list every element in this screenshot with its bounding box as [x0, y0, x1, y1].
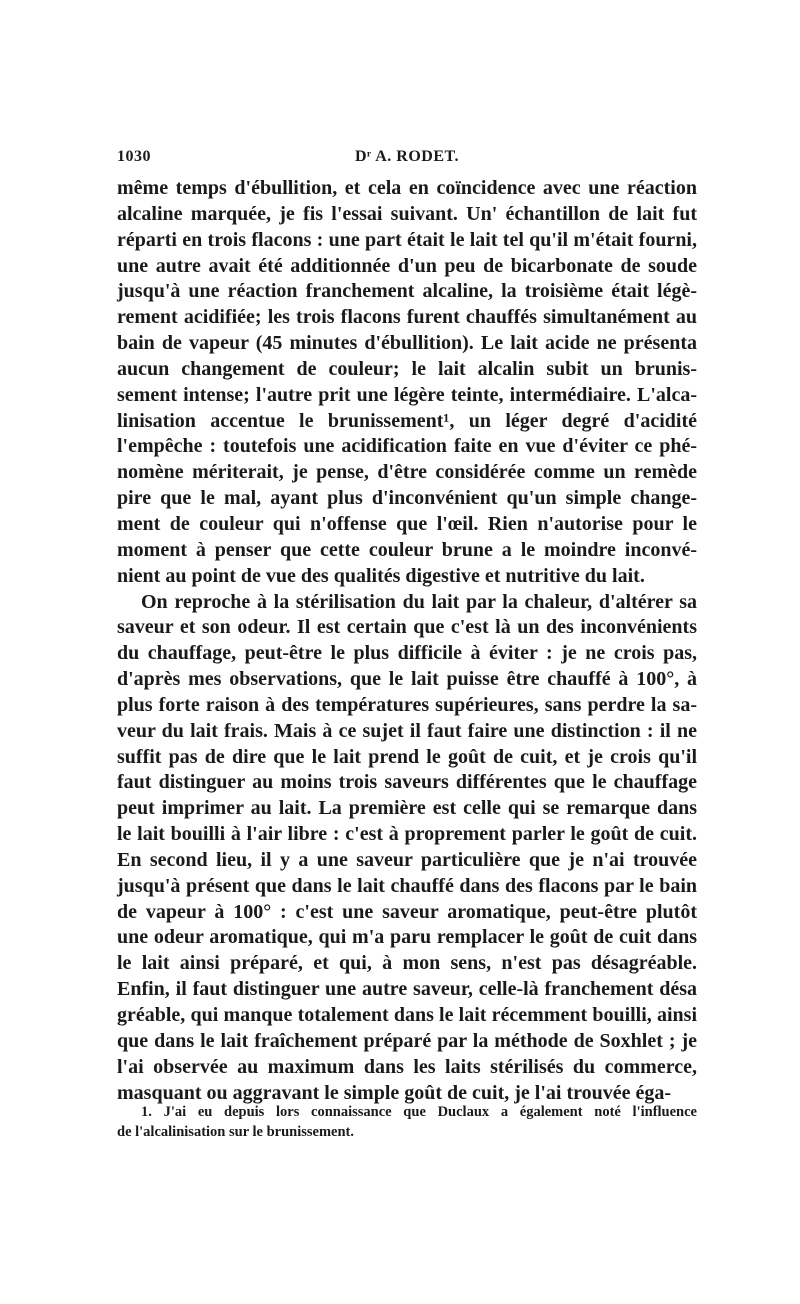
paragraph-1 — [117, 176, 697, 590]
text-line: une odeur aromatique, qui m'a paru remplacer le goût de cuit dans — [117, 926, 697, 949]
text-line: faut distinguer au moins trois saveurs différentes que le chauffage — [117, 771, 697, 794]
text-line: aucun changement de couleur; le lait alcalin subit un brunis- — [117, 357, 697, 380]
text-line: l'empêche : toutefois une acidification faite en vue d'éviter ce phé- — [117, 435, 697, 458]
text-line: jusqu'à une réaction franchement alcaline, la troisième était légè- — [117, 280, 697, 303]
text-line: alcaline marquée, je fis l'essai suivant. Un' échantillon de lait fut — [117, 202, 697, 225]
text-line: linisation accentue le brunissement¹, un léger degré d'acidité — [117, 409, 697, 432]
body-text — [117, 176, 697, 1106]
text-line: nient au point de vue des qualités digestive et nutritive du lait. — [117, 564, 645, 587]
text-line: une autre avait été additionnée d'un peu de bicarbonate de soude — [117, 254, 697, 277]
footnote — [117, 1102, 697, 1142]
page-number: 1030 — [117, 148, 151, 165]
text-line: gréable, qui manque totalement dans le lait récemment bouilli, ainsi — [117, 1004, 697, 1026]
text-line: saveur et son odeur. Il est certain que c'est là un des inconvénients — [117, 616, 697, 639]
text-line: réparti en trois flacons : une part était le lait tel qu'il m'était fourni, — [117, 228, 697, 251]
text-line: de vapeur à 100° : c'est une saveur aromatique, peut-être plutôt — [117, 900, 697, 923]
text-line: sement intense; l'autre prit une légère teinte, intermédiaire. L'alca- — [117, 383, 697, 406]
text-line: jusqu'à présent que dans le lait chauffé dans des flacons par le bain — [117, 874, 697, 897]
text-line: masquant ou aggravant le simple goût de cuit, je l'ai trouvée éga- — [117, 1081, 672, 1104]
text-line: le lait ainsi préparé, et qui, à mon sens, n'est pas désagréable. — [117, 952, 697, 975]
text-line: bain de vapeur (45 minutes d'ébullition). Le lait acide ne présenta — [117, 332, 697, 355]
text-line: plus forte raison à des températures supérieures, sans perdre la sa- — [117, 693, 697, 716]
text-line: On reproche à la stérilisation du lait par la chaleur, d'altérer sa — [141, 590, 697, 613]
running-head: Dʳ A. RODET. — [354, 148, 459, 165]
text-line: d'après mes observations, que le lait puisse être chauffé à 100°, à — [117, 668, 697, 691]
text-line: nomène mériterait, je pense, d'être considérée comme un remède — [117, 461, 697, 484]
text-line: moment à penser que cette couleur brune a le moindre inconvé- — [117, 538, 697, 561]
paragraph-2 — [117, 590, 697, 1107]
text-line: Enfin, il faut distinguer une autre saveur, celle-là franchement désa — [117, 978, 697, 1001]
text-line: que dans le lait fraîchement préparé par la méthode de Soxhlet ; je — [117, 1029, 697, 1052]
text-line: l'ai observée au maximum dans les laits stérilisés du commerce, — [117, 1055, 697, 1078]
text-line: rement acidifiée; les trois flacons furent chauffés simultanément au — [117, 306, 697, 329]
text-line: peut imprimer au lait. La première est celle qui se remarque dans — [117, 797, 697, 820]
text-line: suffit pas de dire que le lait prend le goût de cuit, et je crois qu'il — [117, 745, 697, 768]
text-line: veur du lait frais. Mais à ce sujet il faut faire une distinction : il ne — [117, 719, 697, 742]
text-line: même temps d'ébullition, et cela en coïncidence avec une réaction — [117, 177, 697, 199]
footnote-line: 1. J'ai eu depuis lors connaissance que Duclaux a également noté l'influence — [141, 1104, 697, 1120]
text-line: pire que le mal, ayant plus d'inconvénient qu'un simple change- — [117, 487, 697, 510]
footnote-line: de l'alcalinisation sur le brunissement. — [117, 1124, 354, 1140]
text-line: le lait bouilli à l'air libre : c'est à proprement parler le goût de cuit. — [117, 823, 697, 846]
text-line: du chauffage, peut-être le plus difficile à éviter : je ne crois pas, — [117, 642, 697, 665]
text-line: ment de couleur qui n'offense que l'œil. Rien n'autorise pour le — [117, 512, 697, 535]
text-line: En second lieu, il y a une saveur particulière que je n'ai trouvée — [117, 848, 697, 871]
